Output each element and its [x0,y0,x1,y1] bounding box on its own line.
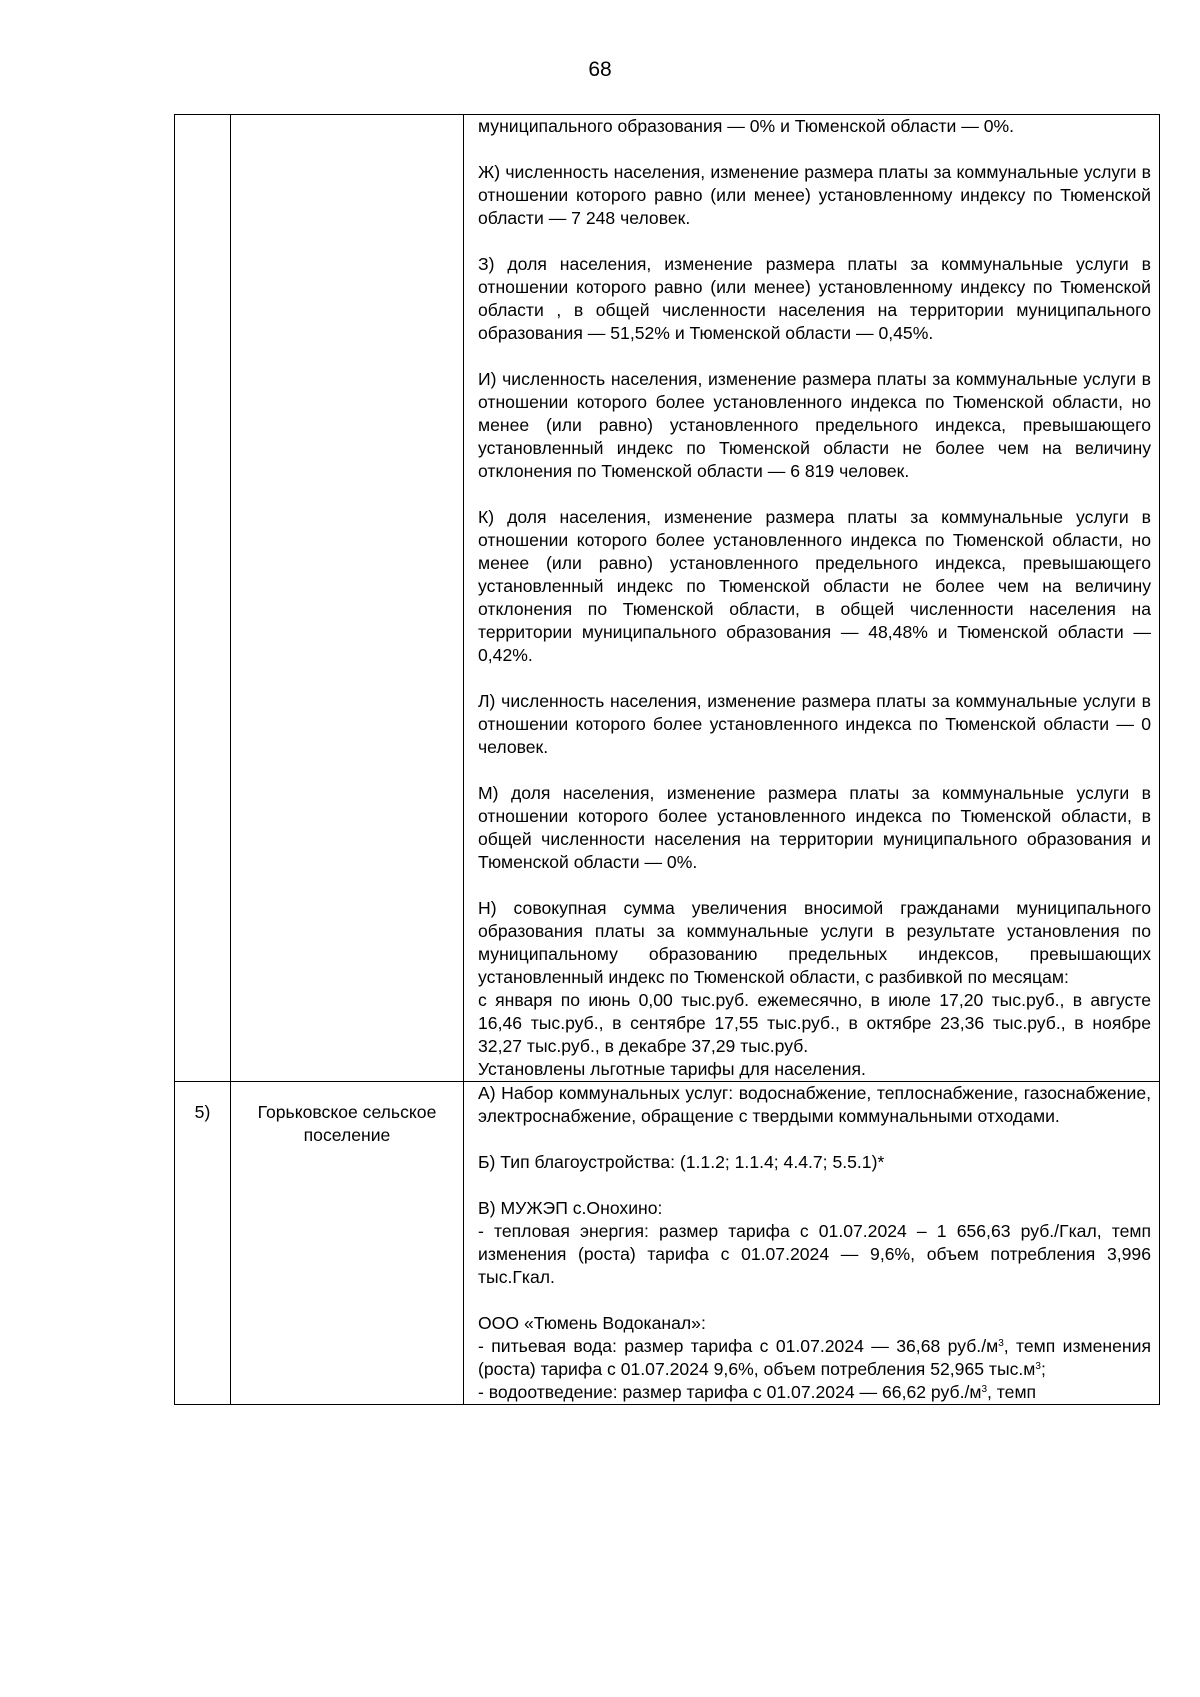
paragraph-a: А) Набор коммунальных услуг: водоснабжение, теплоснабжение, газоснабжение, электроснабжение, обращение с твердыми коммунальными отходами. [478,1083,1151,1126]
paragraph-b: Б) Тип благоустройства: (1.1.2; 1.1.4; 4.4.7; 5.5.1)* [478,1152,885,1172]
superscript-3: 3 [998,1338,1004,1349]
paragraph-n-months: с января по июнь 0,00 тыс.руб. ежемесячно, в июле 17,20 тыс.руб., в августе 16,46 тыс.руб., в сентябре 17,55 тыс.руб., в октябре 23,36 тыс.руб., в ноябре 32,27 тыс.руб., в декабре 37,29 тыс.руб. [478,990,1151,1056]
settlement-name-cell: Горьковское сельское поселение [231,1082,464,1405]
sewerage-text-b: , темп [987,1382,1037,1402]
sewerage-line [478,1381,1151,1404]
paragraph-e-tail: муниципального образования — 0% и Тюменской области — 0%. [478,116,1015,136]
paragraph-zh: Ж) численность населения, изменение размера платы за коммунальные услуги в отношении которого равно (или менее) установленному индексу по Тюменской области — 7 248 человек. [478,162,1151,228]
sewerage-text-a: - водоотведение: размер тарифа с 01.07.2024 — 66,62 руб./м [478,1382,982,1402]
paragraph-z: З) доля населения, изменение размера платы за коммунальные услуги в отношении которого равно (или менее) установленному индексу по Тюменской области , в общей численности населения на территории муниципального образования — 51,52% и Тюменской области — 0,45%. [478,254,1151,343]
drinking-water-line [478,1335,1151,1381]
paragraph-v-heat: - тепловая энергия: размер тарифа с 01.07.2024 – 1 656,63 руб./Гкал, темп изменения (роста) тарифа с 01.07.2024 — 9,6%, объем потребления 3,996 тыс.Гкал. [478,1221,1151,1287]
paragraph-k: К) доля населения, изменение размера платы за коммунальные услуги в отношении которого более установленного индекса по Тюменской области, но менее (или равно) установленного предельного индекса, превышающего установленный индекс по Тюменской области не более чем на величину отклонения по Тюменской области, в общей численности населения на территории муниципального образования — 48,48% и Тюменской области — 0,42%. [478,507,1151,665]
document-table [174,114,1160,1405]
content-cell [464,1082,1160,1405]
page-number: 68 [588,58,612,81]
superscript-3: 3 [981,1384,988,1395]
paragraph-i: И) численность населения, изменение размера платы за коммунальные услуги в отношении которого более установленного индекса по Тюменской области, но менее (или равно) установленного предельного индекса, превышающего установленный индекс по Тюменской области не более чем на величину отклонения по Тюменской области — 6 819 человек. [478,369,1151,481]
water-org: ООО «Тюмень Водоканал»: [478,1313,706,1333]
paragraph-v-org: В) МУЖЭП с.Онохино: [478,1198,663,1218]
paragraph-n-note: Установлены льготные тарифы для населения. [478,1059,866,1079]
row-number-cell: 5) [175,1082,231,1405]
superscript-3: 3 [1035,1361,1041,1372]
drinking-water-text-b: , темп изменения (роста) тарифа с 01.07.2024 9,6%, объем потребления 52,965 тыс.м [478,1336,1152,1379]
settlement-name-cell [231,115,464,1082]
drinking-water-text-c: ; [1040,1359,1046,1379]
paragraph-n-intro: Н) совокупная сумма увеличения вносимой гражданами муниципального образования платы за коммунальные услуги в результате установления по муниципальному образованию предельных индексов, превышающих установленный индекс по Тюменской области, с разбивкой по месяцам: [478,898,1151,987]
table-row [175,1082,1160,1405]
paragraph-m: М) доля населения, изменение размера платы за коммунальные услуги в отношении которого более установленного индекса по Тюменской области, в общей численности населения на территории муниципального образования и Тюменской области — 0%. [478,783,1151,872]
paragraph-n [478,897,1151,1081]
paragraph-l: Л) численность населения, изменение размера платы за коммунальные услуги в отношении которого более установленного индекса по Тюменской области — 0 человек. [478,691,1151,757]
table-row [175,115,1160,1082]
paragraph-water [478,1312,1151,1404]
drinking-water-text-a: - питьевая вода: размер тарифа с 01.07.2024 — 36,68 руб./м [478,1336,999,1356]
content-cell [464,115,1160,1082]
paragraph-v [478,1197,1151,1289]
row-number-cell [175,115,231,1082]
